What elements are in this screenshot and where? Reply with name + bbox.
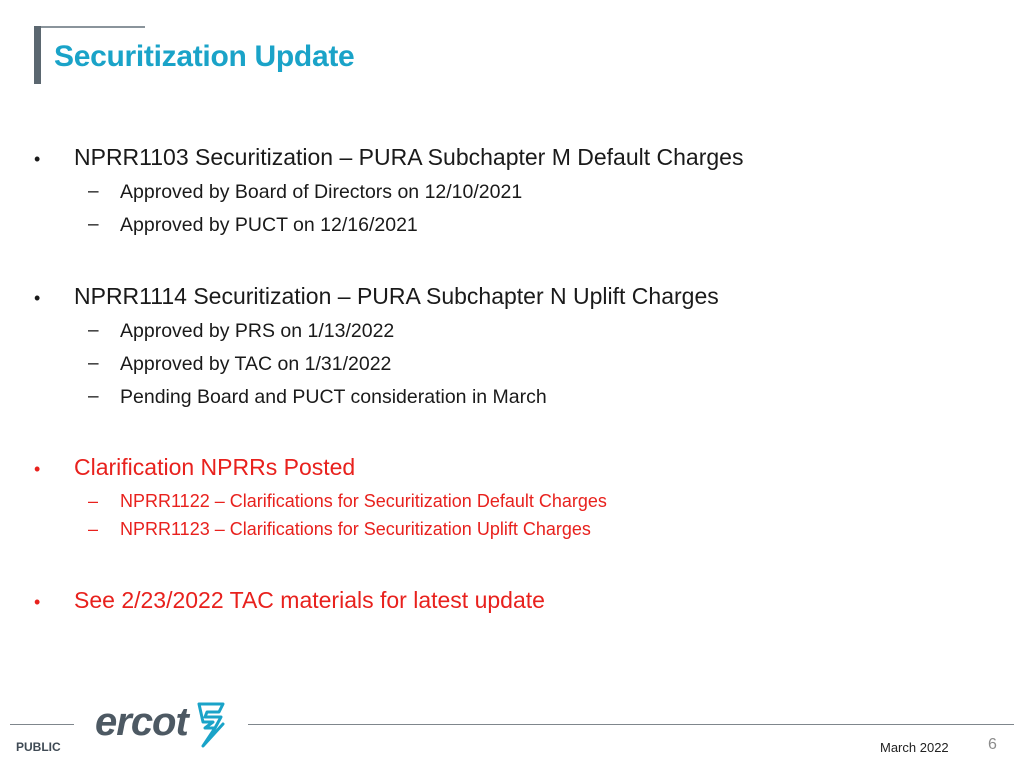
bullet-marker: • (34, 288, 41, 308)
sub-bullet-board-approval: Approved by Board of Directors on 12/10/2021 (120, 181, 523, 203)
sub-bullet-tac-approval: Approved by TAC on 1/31/2022 (120, 353, 392, 375)
page-number: 6 (988, 736, 997, 753)
classification-label: PUBLIC (16, 740, 61, 754)
sub-bullet-marker: – (88, 519, 99, 539)
bullet-tac-materials: See 2/23/2022 TAC materials for latest update (74, 587, 545, 613)
ercot-logo-wordmark: ercot (95, 700, 188, 744)
sub-bullet-marker: – (88, 181, 99, 202)
bullet-nprr1103: NPRR1103 Securitization – PURA Subchapter M Default Charges (74, 144, 744, 170)
footer-date: March 2022 (880, 740, 949, 755)
sub-bullet-marker: – (88, 386, 99, 407)
sub-bullet-marker: – (88, 491, 99, 511)
title-accent-rule (41, 26, 145, 28)
sub-bullet-pending: Pending Board and PUCT consideration in March (120, 386, 547, 408)
sub-bullet-puct-approval: Approved by PUCT on 12/16/2021 (120, 214, 418, 236)
bullet-nprr1114: NPRR1114 Securitization – PURA Subchapter N Uplift Charges (74, 283, 719, 309)
slide-title: Securitization Update (54, 40, 355, 73)
bullet-marker: • (34, 149, 41, 169)
sub-bullet-marker: – (88, 214, 99, 235)
footer-divider (248, 724, 1014, 725)
footer-divider (10, 724, 74, 725)
sub-bullet-nprr1123: NPRR1123 – Clarifications for Securitization Uplift Charges (120, 519, 591, 539)
ercot-logo (95, 700, 235, 750)
bullet-clarification-nprrs: Clarification NPRRs Posted (74, 454, 356, 480)
title-accent-bar (34, 26, 41, 84)
sub-bullet-nprr1122: NPRR1122 – Clarifications for Securitization Default Charges (120, 491, 607, 511)
bullet-marker: • (34, 459, 41, 479)
ercot-bolt-icon (193, 700, 229, 748)
sub-bullet-prs-approval: Approved by PRS on 1/13/2022 (120, 320, 395, 342)
bullet-marker: • (34, 592, 41, 612)
sub-bullet-marker: – (88, 320, 99, 341)
sub-bullet-marker: – (88, 353, 99, 374)
